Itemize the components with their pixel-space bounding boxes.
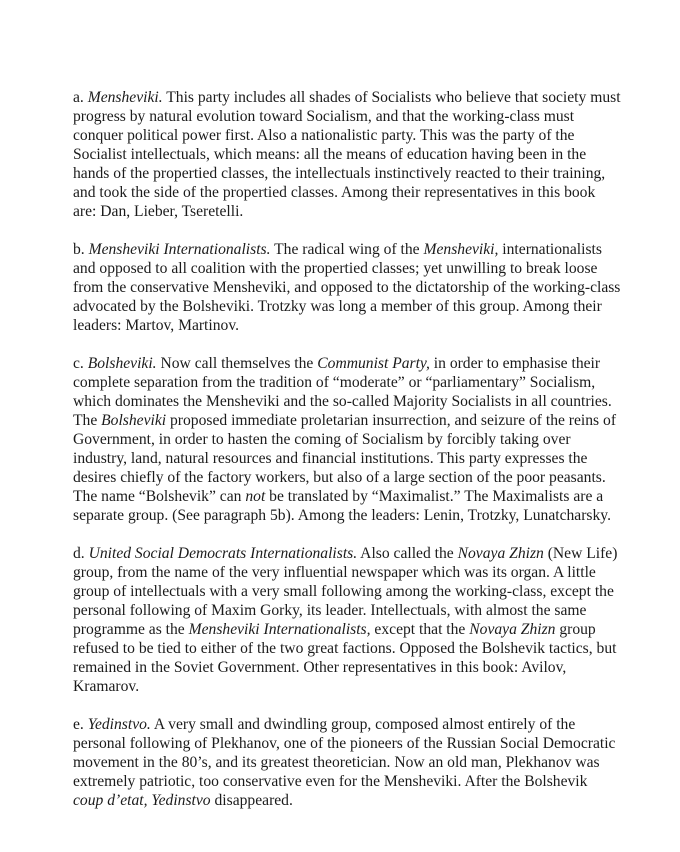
- body-text: d.: [73, 545, 89, 562]
- italic-text: Yedinstvo: [151, 792, 211, 809]
- paragraph-b: [73, 240, 621, 335]
- italic-text: Mensheviki Internationalists.: [88, 241, 271, 258]
- italic-text: Bolsheviki: [101, 412, 167, 429]
- paragraph-d: [73, 544, 621, 696]
- paragraph-e: [73, 715, 621, 810]
- italic-text: Mensheviki Internationalists,: [188, 621, 371, 638]
- body-text: be translated by “Maximalist.” The Maximalists are a separate group. (See paragraph 5b). Among the leaders: Lenin, Trotzky, Lunatcharsky.: [73, 488, 611, 524]
- italic-text: Mensheviki,: [423, 241, 499, 258]
- body-text: Also called the: [357, 545, 458, 562]
- body-text: e.: [73, 716, 88, 733]
- paragraph-a: [73, 88, 621, 221]
- body-text: This party includes all shades of Socialists who believe that society must progress by natural evolution toward Socialism, and that the working-class must conquer political power first. Also a nationalistic party. This was the party of the Socialist intellectuals, which means: all the means of education having been in the hands of the propertied classes, the intellectuals instinctively reacted to their training, and took the side of the propertied classes. Among their representatives in this book are: Dan, Lieber, Tseretelli.: [73, 89, 621, 220]
- italic-text: Novaya Zhizn: [457, 545, 544, 562]
- italic-text: United Social Democrats Internationalists.: [88, 545, 358, 562]
- body-text: (New Life) group, from the name of the very influential newspaper which was its organ. A little group of intellectuals with a very small following among the working-class, except the personal following of Maxim Gorky, its leader. Intellectuals, with almost the same programme as the: [73, 545, 618, 638]
- italic-text: Yedinstvo.: [87, 716, 151, 733]
- body-text: b.: [73, 241, 89, 258]
- italic-text: Mensheviki.: [87, 89, 163, 106]
- body-text: proposed immediate proletarian insurrection, and seizure of the reins of Government, in order to hasten the coming of Socialism by forcibly taking over industry, land, natural resources and financial institutions. This party expresses the desires chiefly of the factory workers, but also of a large section of the poor peasants. The name “Bolshevik” can: [73, 412, 617, 505]
- italic-text: not: [245, 488, 266, 505]
- body-text: in order to emphasise their complete separation from the tradition of “moderate” or “parliamentary” Socialism, which dominates the Mensheviki and the so-called Majority Socialists in all countries. The: [73, 355, 612, 429]
- body-text: group refused to be tied to either of the two great factions. Opposed the Bolshevik tactics, but remained in the Soviet Government. Other representatives in this book: Avilov, Kramarov.: [73, 621, 617, 695]
- body-text: except that the: [370, 621, 470, 638]
- paragraph-c: [73, 354, 621, 525]
- body-text: internationalists and opposed to all coalition with the propertied classes; yet unwilling to break loose from the conservative Mensheviki, and opposed to the dictatorship of the working-class advocated by the Bolsheviki. Trotzky was long a member of this group. Among their leaders: Martov, Martinov.: [73, 241, 621, 334]
- italic-text: Novaya Zhizn: [469, 621, 556, 638]
- italic-text: Communist Party,: [317, 355, 430, 372]
- italic-text: coup d’etat,: [73, 792, 148, 809]
- body-text: Now call themselves the: [156, 355, 318, 372]
- body-text: A very small and dwindling group, composed almost entirely of the personal following of Plekhanov, one of the pioneers of the Russian Social Democratic movement in the 80’s, and its greatest theoretician. Now an old man, Plekhanov was extremely patriotic, too conservative even for the Mensheviki. After the Bolshevik: [73, 716, 616, 790]
- body-text: The radical wing of the: [270, 241, 424, 258]
- italic-text: Bolsheviki.: [87, 355, 157, 372]
- body-text: a.: [73, 89, 88, 106]
- body-text: disappeared.: [210, 792, 293, 809]
- body-text: c.: [73, 355, 88, 372]
- document-page: [73, 88, 621, 829]
